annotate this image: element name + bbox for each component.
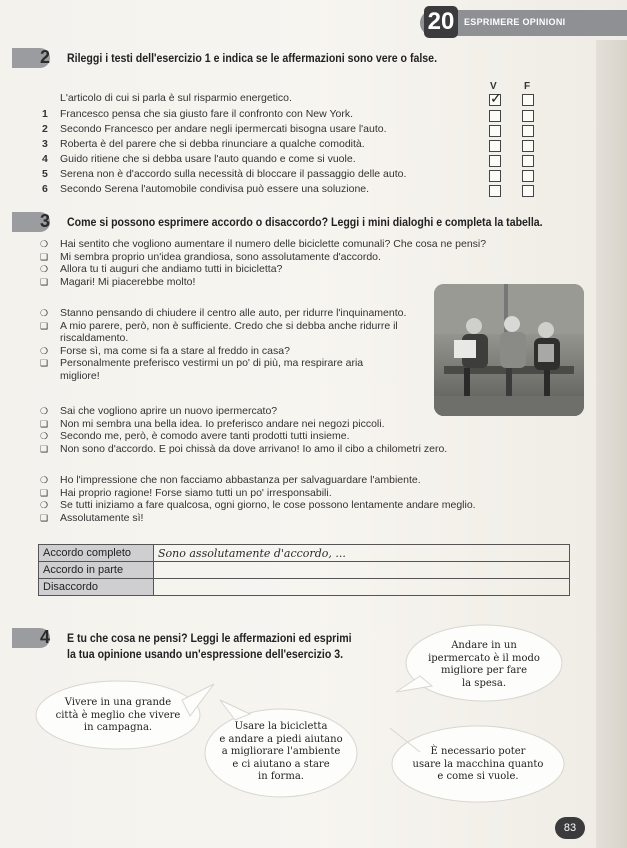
statement-text: Francesco pensa che sia giusto fare il confronto con New York. <box>60 108 353 120</box>
dialog-line: migliore! <box>60 370 100 382</box>
dialog-bullet-icon: ❑ <box>40 276 49 287</box>
table-label: Accordo completo <box>39 545 154 562</box>
bubble-text-line: Vivere in una grande <box>64 697 172 708</box>
bubble-text-line: a migliorare l'ambiente <box>221 746 341 757</box>
exercise-4-instruction-line-1: E tu che cosa ne pensi? Leggi le affermazioni ed esprimi <box>67 633 352 645</box>
false-column-header: F <box>524 81 531 92</box>
dialog-line: Se tutti iniziamo a fare qualcosa, ogni giorno, le cose possono lentamente andare meglio. <box>60 499 476 512</box>
item-number: 5 <box>42 168 48 180</box>
bubble-text-line: Andare in un <box>451 640 517 651</box>
statement-text: Secondo Francesco per andare negli ipermercati bisogna usare l'auto. <box>60 123 387 135</box>
table-label: Accordo in parte <box>39 562 154 579</box>
item-number: 3 <box>42 138 48 150</box>
dialog-bullet-icon: ❍ <box>40 475 49 485</box>
bubble-text-line: in forma. <box>258 771 304 782</box>
item-number: 6 <box>42 183 48 195</box>
statement-text: Secondo Serena l'automobile condivisa può essere una soluzione. <box>60 183 370 195</box>
dialog-bullet-icon: ❍ <box>40 431 49 442</box>
dialog-bullet-icon: ❑ <box>40 251 49 262</box>
statement-text: Guido ritiene che si debba usare l'auto quando e come si vuole. <box>60 153 356 165</box>
exercise-3-instruction: Come si possono esprimere accordo o disaccordo? Leggi i mini dialoghi e completa la tabella. <box>67 217 543 229</box>
bubble-text-line: e ci aiutano a stare <box>232 758 330 770</box>
exercise-2-example: L'articolo di cui si parla è sul risparmio energetico. <box>60 92 292 104</box>
bubble-text-line: e andare a piedi aiutano <box>219 733 343 745</box>
item-number: 1 <box>42 108 48 120</box>
bubble-text-line: città è meglio che vivere <box>55 709 181 721</box>
exercise-4-number: 4 <box>40 627 51 647</box>
checkmark-icon: ✓ <box>490 90 502 106</box>
exercise-2-number: 2 <box>40 47 51 67</box>
bubble-text-line: la spesa. <box>461 677 507 689</box>
bubble-text-line: migliore per fare <box>440 665 527 676</box>
statement-text: Serena non è d'accordo sulla necessità di bloccare il passaggio delle auto. <box>60 168 407 180</box>
dialog-bullet-icon: ❍ <box>40 239 49 249</box>
dialog-line: Hai sentito che vogliono aumentare il numero delle biciclette comunali? Che cosa ne pensi? <box>60 238 487 250</box>
dialog-line: Forse sì, ma come si fa a stare al freddo in casa? <box>60 344 290 357</box>
dialog-line: Magari! Mi piacerebbe molto! <box>60 275 196 288</box>
unit-title: ESPRIMERE OPINIONI <box>464 17 566 27</box>
bubble-text-line: e come si vuole. <box>437 771 519 782</box>
page-number: 83 <box>555 817 585 839</box>
dialog-line: Sai che vogliono aprire un nuovo ipermercato? <box>60 405 278 417</box>
unit-number: 20 <box>424 6 458 38</box>
exercise-4-instruction-line-2: la tua opinione usando un'espressione dell'esercizio 3. <box>67 649 344 661</box>
table-label: Disaccordo <box>39 579 154 596</box>
true-column-header: V <box>490 81 497 92</box>
exercise-3-number: 3 <box>40 211 51 231</box>
dialog-line: Non mi sembra una bella idea. Io preferisco andare nei negozi piccoli. <box>60 417 385 430</box>
statement-text: Roberta è del parere che si debba rinunciare a qualche comodità. <box>60 138 365 150</box>
bubble-text-line: ipermercato è il modo <box>428 652 540 664</box>
dialog-bullet-icon: ❑ <box>40 487 49 498</box>
bubble-text-line: in campagna. <box>83 722 153 733</box>
dialog-line: Assolutamente sì! <box>60 511 144 524</box>
bubble-text-line: È necessario poter <box>430 746 526 757</box>
dialog-bullet-icon: ❑ <box>40 418 49 429</box>
item-number: 4 <box>42 153 48 165</box>
dialog-bullet-icon: ❍ <box>40 345 49 356</box>
exercise-2-instruction: Rileggi i testi dell'esercizio 1 e indica se le affermazioni sono vere o false. <box>67 53 438 65</box>
bubble-text-line: usare la macchina quanto <box>412 758 544 770</box>
dialog-bullet-icon: ❍ <box>40 500 49 511</box>
bubble-text-line: Usare la bicicletta <box>234 721 328 732</box>
table-answer-cell[interactable]: Sono assolutamente d'accordo, ... <box>154 545 570 562</box>
dialog-bullet-icon: ❑ <box>40 512 49 523</box>
dialog-bullet-icon: ❍ <box>40 406 49 416</box>
dialog-line: Stanno pensando di chiudere il centro alle auto, per ridurre l'inquinamento. <box>60 307 407 319</box>
dialog-bullet-icon: ❍ <box>40 308 49 318</box>
dialog-bullet-icon: ❑ <box>40 320 49 331</box>
dialog-bullet-icon: ❑ <box>40 443 49 454</box>
dialog-line: Non sono d'accordo. E poi chissà da dove arrivano! Io amo il cibo a chilometri zero. <box>60 442 448 455</box>
dialog-line: Hai proprio ragione! Forse siamo tutti un po' irresponsabili. <box>60 486 332 499</box>
dialog-line: Secondo me, però, è comodo avere tanti prodotti tutti insieme. <box>60 430 350 443</box>
dialog-line: Ho l'impressione che non facciamo abbastanza per salvaguardare l'ambiente. <box>60 474 421 486</box>
dialog-bullet-icon: ❑ <box>40 358 49 369</box>
dialog-line: Personalmente preferisco vestirmi un po' di più, ma respirare aria <box>60 357 364 370</box>
item-number: 2 <box>42 123 48 135</box>
dialog-line: riscaldamento. <box>60 332 129 345</box>
dialog-line: Mi sembra proprio un'idea grandiosa, sono assolutamente d'accordo. <box>60 250 381 263</box>
dialog-line: A mio parere, però, non è sufficiente. Credo che si debba anche ridurre il <box>60 319 398 332</box>
dialog-bullet-icon: ❍ <box>40 264 49 275</box>
dialog-line: Allora tu ti auguri che andiamo tutti in bicicletta? <box>60 263 283 276</box>
